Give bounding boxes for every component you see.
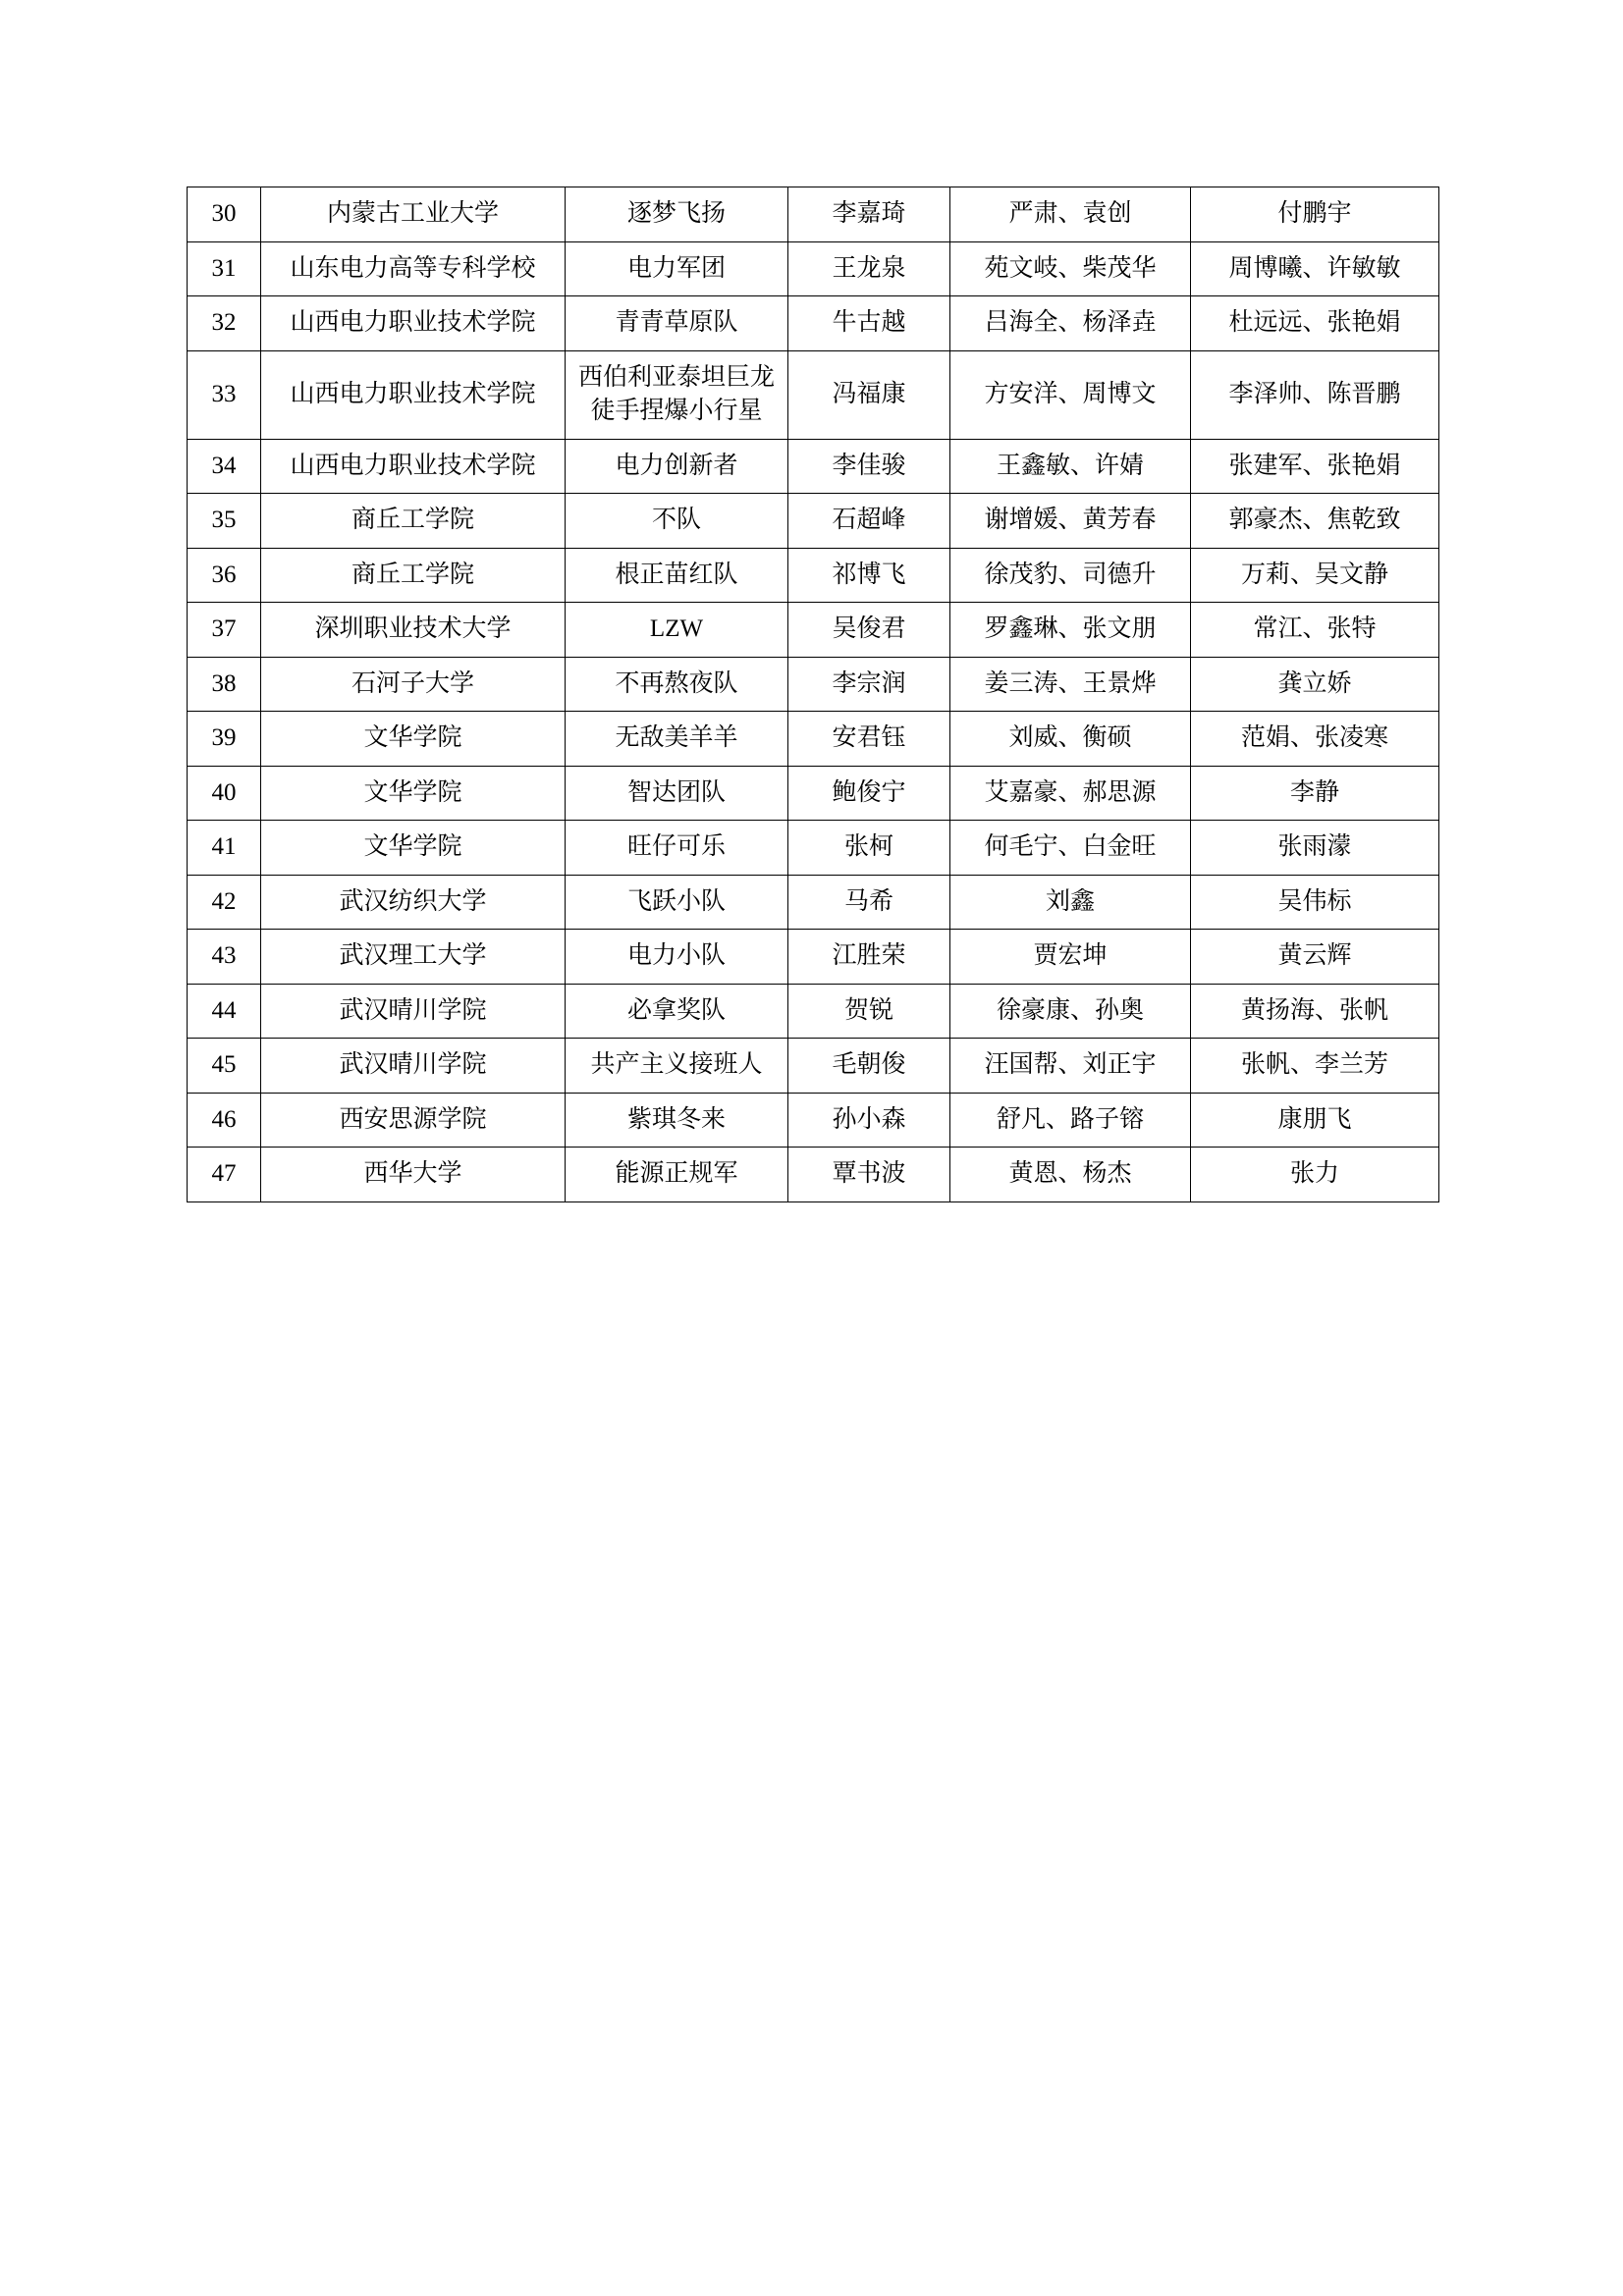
cell-members: 严肃、袁创	[950, 187, 1191, 242]
table-row	[188, 241, 1439, 296]
cell-team: 不再熬夜队	[566, 657, 788, 712]
cell-index: 45	[188, 1039, 261, 1094]
cell-members: 方安洋、周博文	[950, 350, 1191, 439]
cell-leader: 毛朝俊	[788, 1039, 950, 1094]
cell-members: 何毛宁、白金旺	[950, 821, 1191, 876]
table-row	[188, 875, 1439, 930]
table-row	[188, 603, 1439, 658]
table-row	[188, 657, 1439, 712]
cell-team: 必拿奖队	[566, 984, 788, 1039]
table-row	[188, 548, 1439, 603]
table-row	[188, 766, 1439, 821]
cell-leader: 贺锐	[788, 984, 950, 1039]
cell-leader: 牛古越	[788, 296, 950, 351]
cell-school: 山西电力职业技术学院	[261, 439, 566, 494]
cell-school: 文华学院	[261, 821, 566, 876]
cell-advisors: 张雨濛	[1191, 821, 1439, 876]
cell-school: 石河子大学	[261, 657, 566, 712]
cell-team: 不队	[566, 494, 788, 549]
cell-team: 电力创新者	[566, 439, 788, 494]
cell-members: 王鑫敏、许婧	[950, 439, 1191, 494]
cell-school: 商丘工学院	[261, 494, 566, 549]
cell-school: 商丘工学院	[261, 548, 566, 603]
cell-index: 44	[188, 984, 261, 1039]
team-roster-table	[187, 187, 1439, 1202]
cell-index: 42	[188, 875, 261, 930]
cell-advisors: 康朋飞	[1191, 1093, 1439, 1148]
cell-index: 31	[188, 241, 261, 296]
cell-school: 山东电力高等专科学校	[261, 241, 566, 296]
cell-school: 文华学院	[261, 766, 566, 821]
cell-leader: 吴俊君	[788, 603, 950, 658]
cell-advisors: 万莉、吴文静	[1191, 548, 1439, 603]
table-row	[188, 821, 1439, 876]
cell-advisors: 付鹏宇	[1191, 187, 1439, 242]
cell-team: 青青草原队	[566, 296, 788, 351]
cell-team: 无敌美羊羊	[566, 712, 788, 767]
table-row	[188, 350, 1439, 439]
cell-leader: 石超峰	[788, 494, 950, 549]
cell-index: 47	[188, 1148, 261, 1202]
cell-team: 紫琪冬来	[566, 1093, 788, 1148]
cell-team: 西伯利亚泰坦巨龙徒手捏爆小行星	[566, 350, 788, 439]
table-row	[188, 984, 1439, 1039]
cell-members: 刘鑫	[950, 875, 1191, 930]
cell-school: 山西电力职业技术学院	[261, 296, 566, 351]
cell-advisors: 吴伟标	[1191, 875, 1439, 930]
cell-team: LZW	[566, 603, 788, 658]
cell-index: 40	[188, 766, 261, 821]
cell-members: 贾宏坤	[950, 930, 1191, 985]
cell-leader: 张柯	[788, 821, 950, 876]
cell-members: 黄恩、杨杰	[950, 1148, 1191, 1202]
table-row	[188, 494, 1439, 549]
cell-advisors: 范娟、张凌寒	[1191, 712, 1439, 767]
cell-members: 刘威、衡硕	[950, 712, 1191, 767]
table-row	[188, 1148, 1439, 1202]
cell-leader: 覃书波	[788, 1148, 950, 1202]
cell-school: 文华学院	[261, 712, 566, 767]
table-row	[188, 439, 1439, 494]
cell-members: 徐豪康、孙奥	[950, 984, 1191, 1039]
cell-team: 共产主义接班人	[566, 1039, 788, 1094]
cell-school: 西华大学	[261, 1148, 566, 1202]
cell-index: 41	[188, 821, 261, 876]
cell-index: 46	[188, 1093, 261, 1148]
cell-team: 根正苗红队	[566, 548, 788, 603]
cell-index: 33	[188, 350, 261, 439]
cell-index: 39	[188, 712, 261, 767]
cell-index: 43	[188, 930, 261, 985]
table-row	[188, 296, 1439, 351]
cell-leader: 江胜荣	[788, 930, 950, 985]
cell-index: 34	[188, 439, 261, 494]
cell-leader: 李佳骏	[788, 439, 950, 494]
cell-school: 武汉晴川学院	[261, 984, 566, 1039]
cell-advisors: 郭豪杰、焦乾致	[1191, 494, 1439, 549]
cell-school: 武汉晴川学院	[261, 1039, 566, 1094]
cell-advisors: 李泽帅、陈晋鹏	[1191, 350, 1439, 439]
cell-index: 36	[188, 548, 261, 603]
cell-members: 汪国帮、刘正宇	[950, 1039, 1191, 1094]
cell-school: 内蒙古工业大学	[261, 187, 566, 242]
cell-advisors: 黄扬海、张帆	[1191, 984, 1439, 1039]
cell-leader: 李嘉琦	[788, 187, 950, 242]
cell-advisors: 张建军、张艳娟	[1191, 439, 1439, 494]
cell-index: 32	[188, 296, 261, 351]
cell-advisors: 张帆、李兰芳	[1191, 1039, 1439, 1094]
cell-school: 西安思源学院	[261, 1093, 566, 1148]
cell-advisors: 李静	[1191, 766, 1439, 821]
cell-team: 能源正规军	[566, 1148, 788, 1202]
cell-team: 逐梦飞扬	[566, 187, 788, 242]
cell-school: 山西电力职业技术学院	[261, 350, 566, 439]
cell-members: 舒凡、路子镕	[950, 1093, 1191, 1148]
cell-school: 武汉纺织大学	[261, 875, 566, 930]
cell-index: 37	[188, 603, 261, 658]
cell-advisors: 张力	[1191, 1148, 1439, 1202]
table-row	[188, 187, 1439, 242]
cell-members: 徐茂豹、司德升	[950, 548, 1191, 603]
cell-members: 苑文岐、柴茂华	[950, 241, 1191, 296]
cell-leader: 孙小森	[788, 1093, 950, 1148]
cell-index: 30	[188, 187, 261, 242]
cell-advisors: 龚立娇	[1191, 657, 1439, 712]
table-row	[188, 1093, 1439, 1148]
cell-team: 智达团队	[566, 766, 788, 821]
cell-members: 姜三涛、王景烨	[950, 657, 1191, 712]
cell-index: 38	[188, 657, 261, 712]
cell-index: 35	[188, 494, 261, 549]
cell-leader: 鲍俊宁	[788, 766, 950, 821]
cell-leader: 李宗润	[788, 657, 950, 712]
cell-members: 艾嘉豪、郝思源	[950, 766, 1191, 821]
cell-school: 武汉理工大学	[261, 930, 566, 985]
cell-leader: 马希	[788, 875, 950, 930]
cell-members: 罗鑫琳、张文朋	[950, 603, 1191, 658]
cell-advisors: 周博曦、许敏敏	[1191, 241, 1439, 296]
cell-team: 飞跃小队	[566, 875, 788, 930]
cell-team: 旺仔可乐	[566, 821, 788, 876]
table-row	[188, 930, 1439, 985]
cell-advisors: 常江、张特	[1191, 603, 1439, 658]
cell-leader: 冯福康	[788, 350, 950, 439]
cell-members: 谢增媛、黄芳春	[950, 494, 1191, 549]
cell-team: 电力军团	[566, 241, 788, 296]
cell-school: 深圳职业技术大学	[261, 603, 566, 658]
table-row	[188, 1039, 1439, 1094]
cell-advisors: 杜远远、张艳娟	[1191, 296, 1439, 351]
table-row	[188, 712, 1439, 767]
table-body	[188, 187, 1439, 1202]
cell-leader: 王龙泉	[788, 241, 950, 296]
cell-leader: 祁博飞	[788, 548, 950, 603]
cell-team: 电力小队	[566, 930, 788, 985]
cell-advisors: 黄云辉	[1191, 930, 1439, 985]
cell-leader: 安君钰	[788, 712, 950, 767]
cell-members: 吕海全、杨泽垚	[950, 296, 1191, 351]
